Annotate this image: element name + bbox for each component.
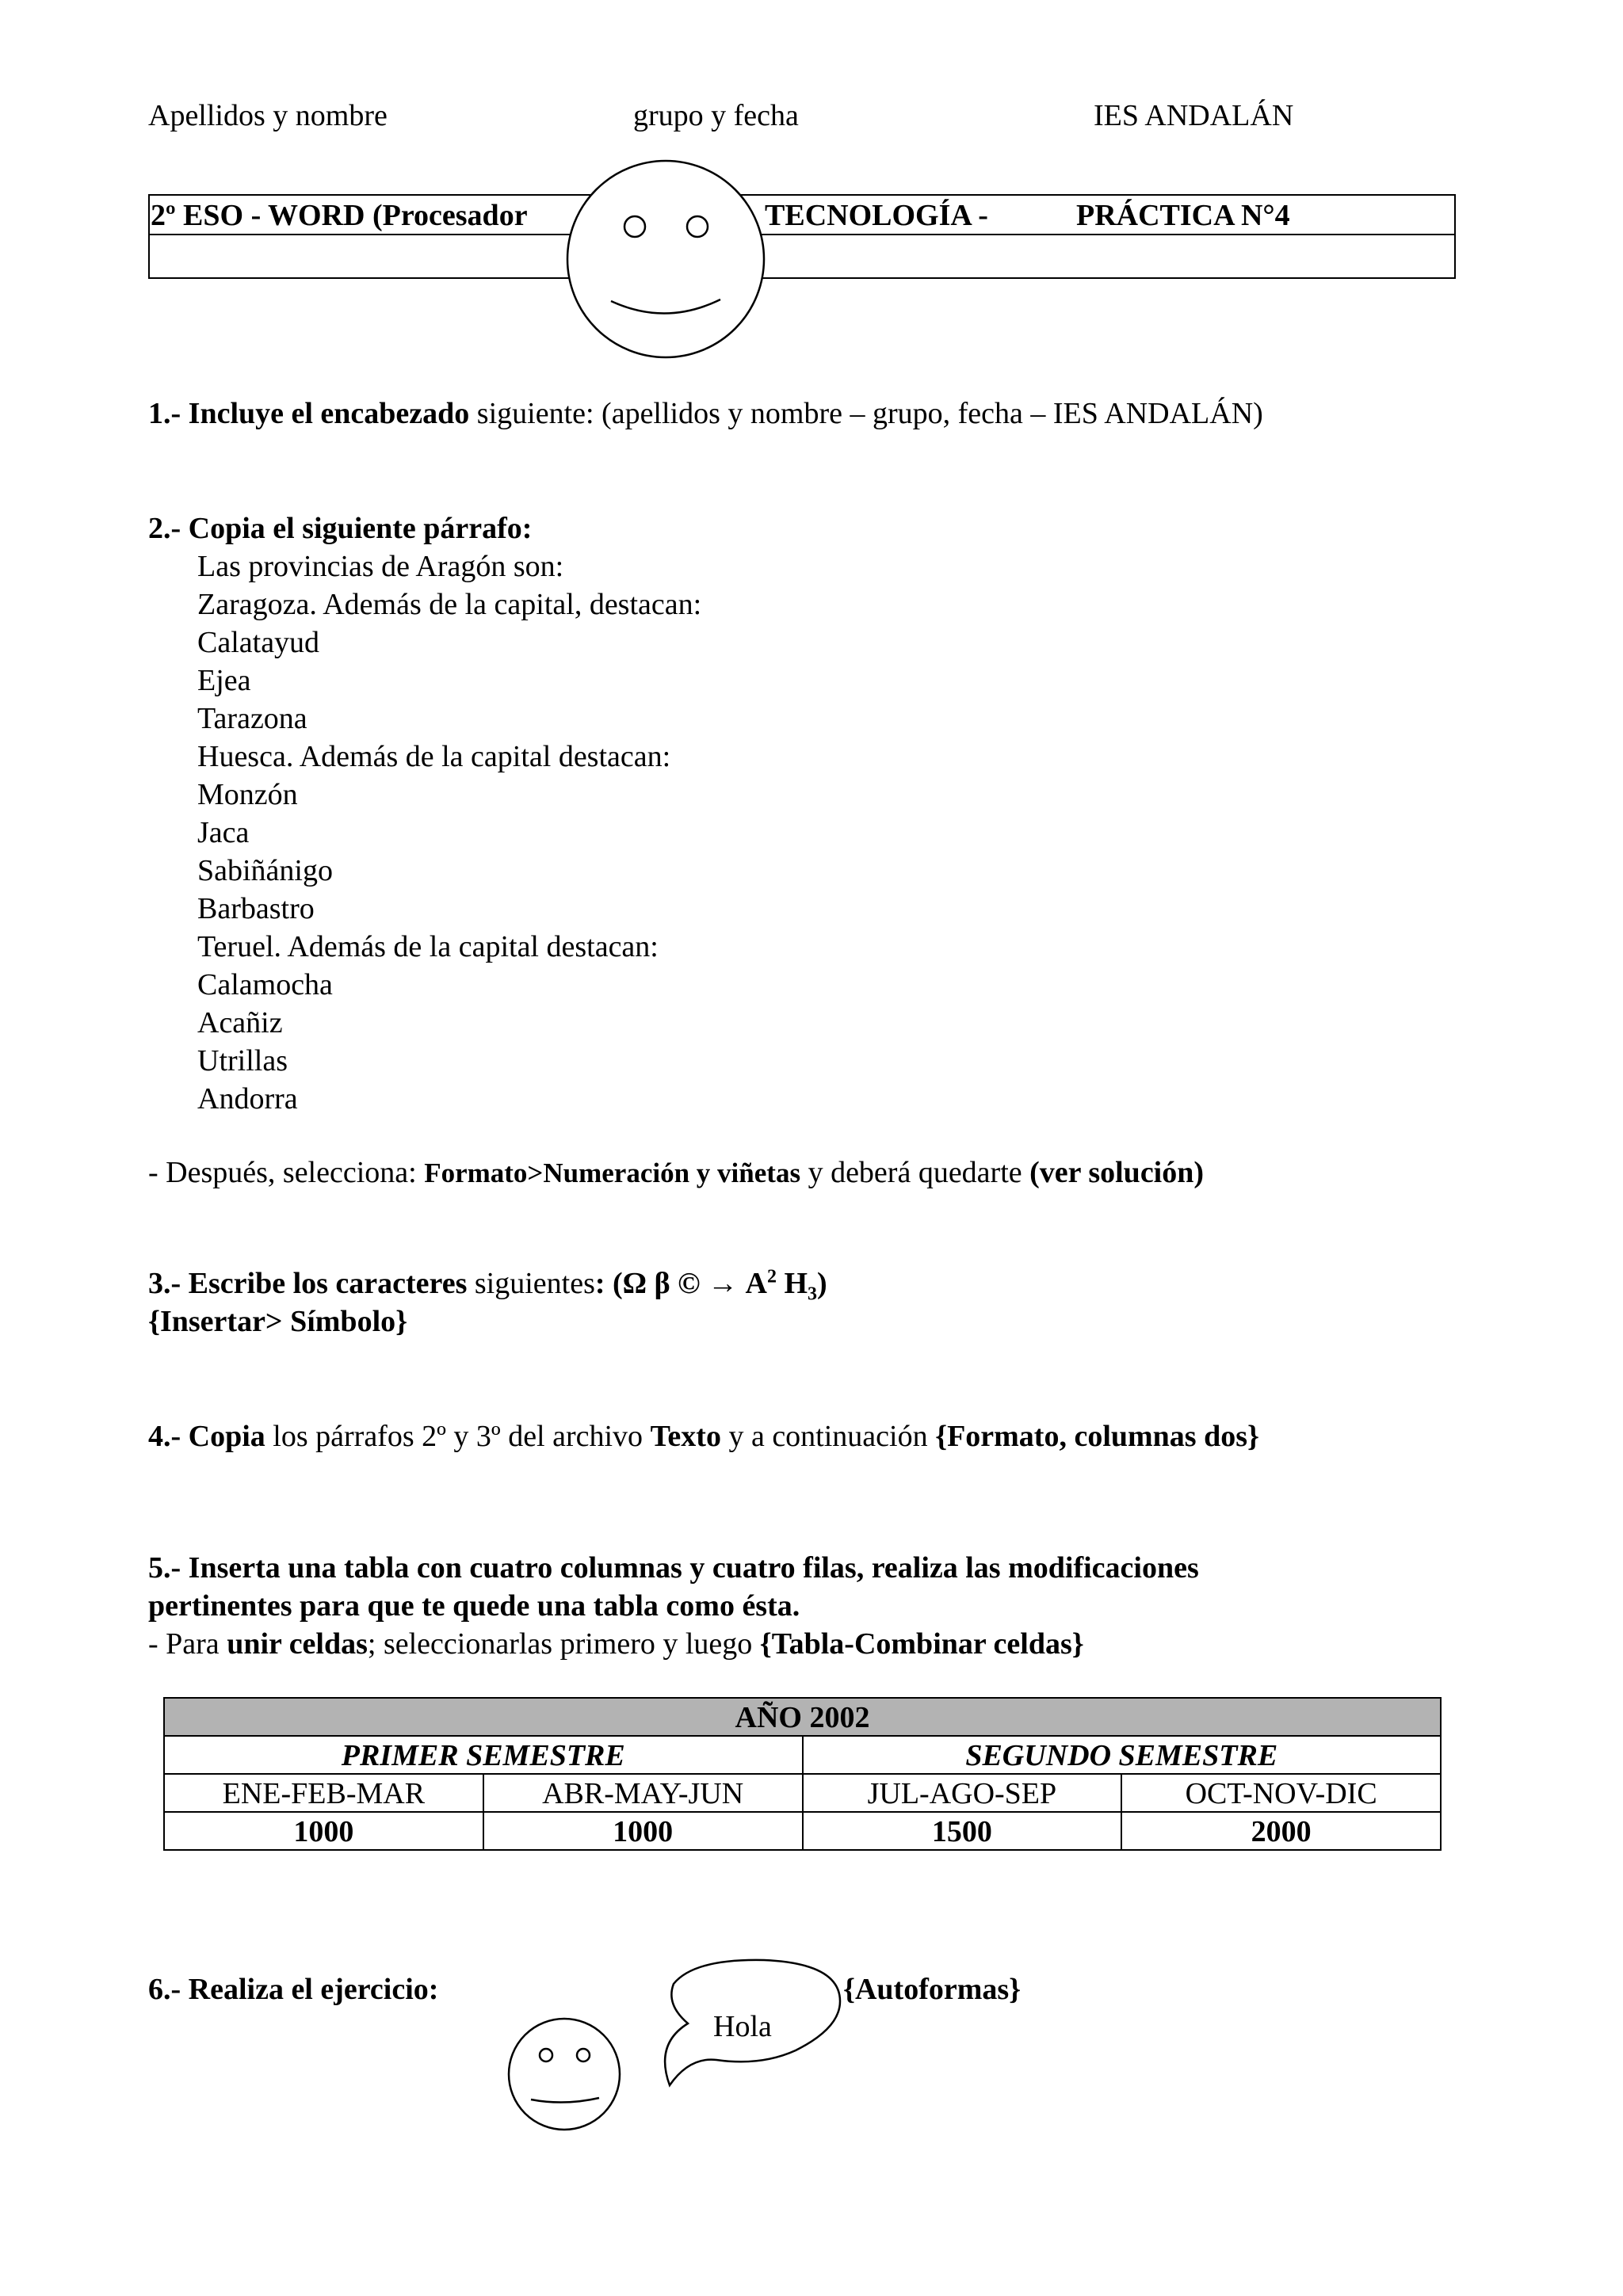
q2-heading: 2.- Copia el siguiente párrafo:: [148, 512, 533, 545]
header-name-label: Apellidos y nombre: [148, 99, 388, 132]
table-row: [164, 1774, 1441, 1812]
q5-hint-bold: unir celdas: [227, 1627, 368, 1661]
quarter-cell: JUL-AGO-SEP: [803, 1774, 1122, 1812]
list-item: Sabiñánigo: [197, 854, 333, 887]
year-header: AÑO 2002: [164, 1698, 1441, 1736]
list-item: Calatayud: [197, 626, 320, 659]
list-item: Acañiz: [197, 1006, 283, 1039]
q6-heading: 6.- Realiza el ejercicio:: [148, 1973, 439, 2006]
q1-rest: siguiente: (apellidos y nombre – grupo, fecha – IES ANDALÁN): [469, 397, 1263, 430]
list-item: Zaragoza. Además de la capital, destacan:: [197, 588, 702, 621]
header-school: IES ANDALÁN: [1094, 99, 1294, 132]
q2-after-prefix: - Después, selecciona:: [148, 1156, 425, 1189]
list-item: Huesca. Además de la capital destacan:: [197, 740, 671, 773]
question-4: [148, 1417, 1259, 1455]
list-item: Tarazona: [197, 702, 307, 735]
q2-menu-path: Formato>Numeración y viñetas: [424, 1158, 801, 1188]
q3-h: H: [776, 1267, 808, 1300]
list-item: Barbastro: [197, 892, 315, 925]
q3-menu: {Insertar> Símbolo}: [148, 1305, 408, 1338]
q4-texto: Texto: [650, 1420, 721, 1453]
q2-after-mid: y deberá quedarte: [800, 1156, 1030, 1189]
q3-symbols: : (Ω β © → A: [594, 1267, 767, 1300]
table-row: [164, 1698, 1441, 1736]
quarter-cell: ENE-FEB-MAR: [164, 1774, 483, 1812]
list-item: Utrillas: [197, 1044, 288, 1077]
list-item: Calamocha: [197, 968, 333, 1001]
province-list: [197, 547, 701, 1118]
list-item: Jaca: [197, 816, 250, 849]
quarter-cell: ABR-MAY-JUN: [483, 1774, 803, 1812]
q2-instruction: [148, 1154, 1204, 1192]
q5-line-2: pertinentes para que te quede una tabla como ésta.: [148, 1589, 800, 1623]
question-3: [148, 1264, 827, 1305]
title-right: TECNOLOGÍA -: [765, 199, 988, 232]
table-row: [164, 1736, 1441, 1774]
q5-line-1: 5.- Inserta una tabla con cuatro columnas y cuatro filas, realiza las modificaciones: [148, 1551, 1199, 1585]
title-practica: PRÁCTICA N°4: [1076, 199, 1290, 232]
q4-mid1: los párrafos 2º y 3º del archivo: [265, 1420, 651, 1453]
question-1: [148, 395, 1263, 433]
table-row: [164, 1812, 1441, 1850]
quarter-cell: OCT-NOV-DIC: [1121, 1774, 1441, 1812]
sales-table: [163, 1697, 1442, 1851]
q3-close: ): [817, 1267, 827, 1300]
value-cell: 1000: [164, 1812, 483, 1850]
semester-cell: PRIMER SEMESTRE: [164, 1736, 803, 1774]
value-cell: 2000: [1121, 1812, 1441, 1850]
list-item: Ejea: [197, 664, 251, 697]
list-item: Andorra: [197, 1082, 298, 1116]
q5-hint-prefix: - Para: [148, 1627, 227, 1661]
q2-solution: (ver solución): [1029, 1156, 1205, 1189]
title-left: 2º ESO - WORD (Procesador: [151, 199, 528, 232]
q3-bold: 3.- Escribe los caracteres: [148, 1267, 468, 1300]
q4-menu: {Formato, columnas dos}: [935, 1420, 1259, 1453]
speech-bubble-face-icon: [507, 1949, 856, 2139]
q5-hint-menu: {Tabla-Combinar celdas}: [759, 1627, 1084, 1661]
list-item: Teruel. Además de la capital destacan:: [197, 930, 659, 963]
q1-bold: 1.- Incluye el encabezado: [148, 397, 470, 430]
q3-superscript: 2: [766, 1266, 777, 1287]
bubble-text: Hola: [713, 2010, 772, 2043]
q3-rest: siguientes: [467, 1267, 595, 1300]
list-item: Las provincias de Aragón son:: [197, 550, 564, 583]
q6-menu: {Autoformas}: [843, 1973, 1022, 2006]
smiley-face-icon: [565, 158, 766, 360]
q4-bold: 4.- Copia: [148, 1420, 265, 1453]
header-group-label: grupo y fecha: [633, 99, 799, 132]
q3-subscript: 3: [808, 1283, 818, 1305]
value-cell: 1000: [483, 1812, 803, 1850]
value-cell: 1500: [803, 1812, 1122, 1850]
q4-mid2: y a continuación: [720, 1420, 936, 1453]
q5-hint: [148, 1625, 1084, 1663]
q5-hint-mid: ; seleccionarlas primero y luego: [367, 1627, 760, 1661]
semester-cell: SEGUNDO SEMESTRE: [803, 1736, 1442, 1774]
list-item: Monzón: [197, 778, 298, 811]
